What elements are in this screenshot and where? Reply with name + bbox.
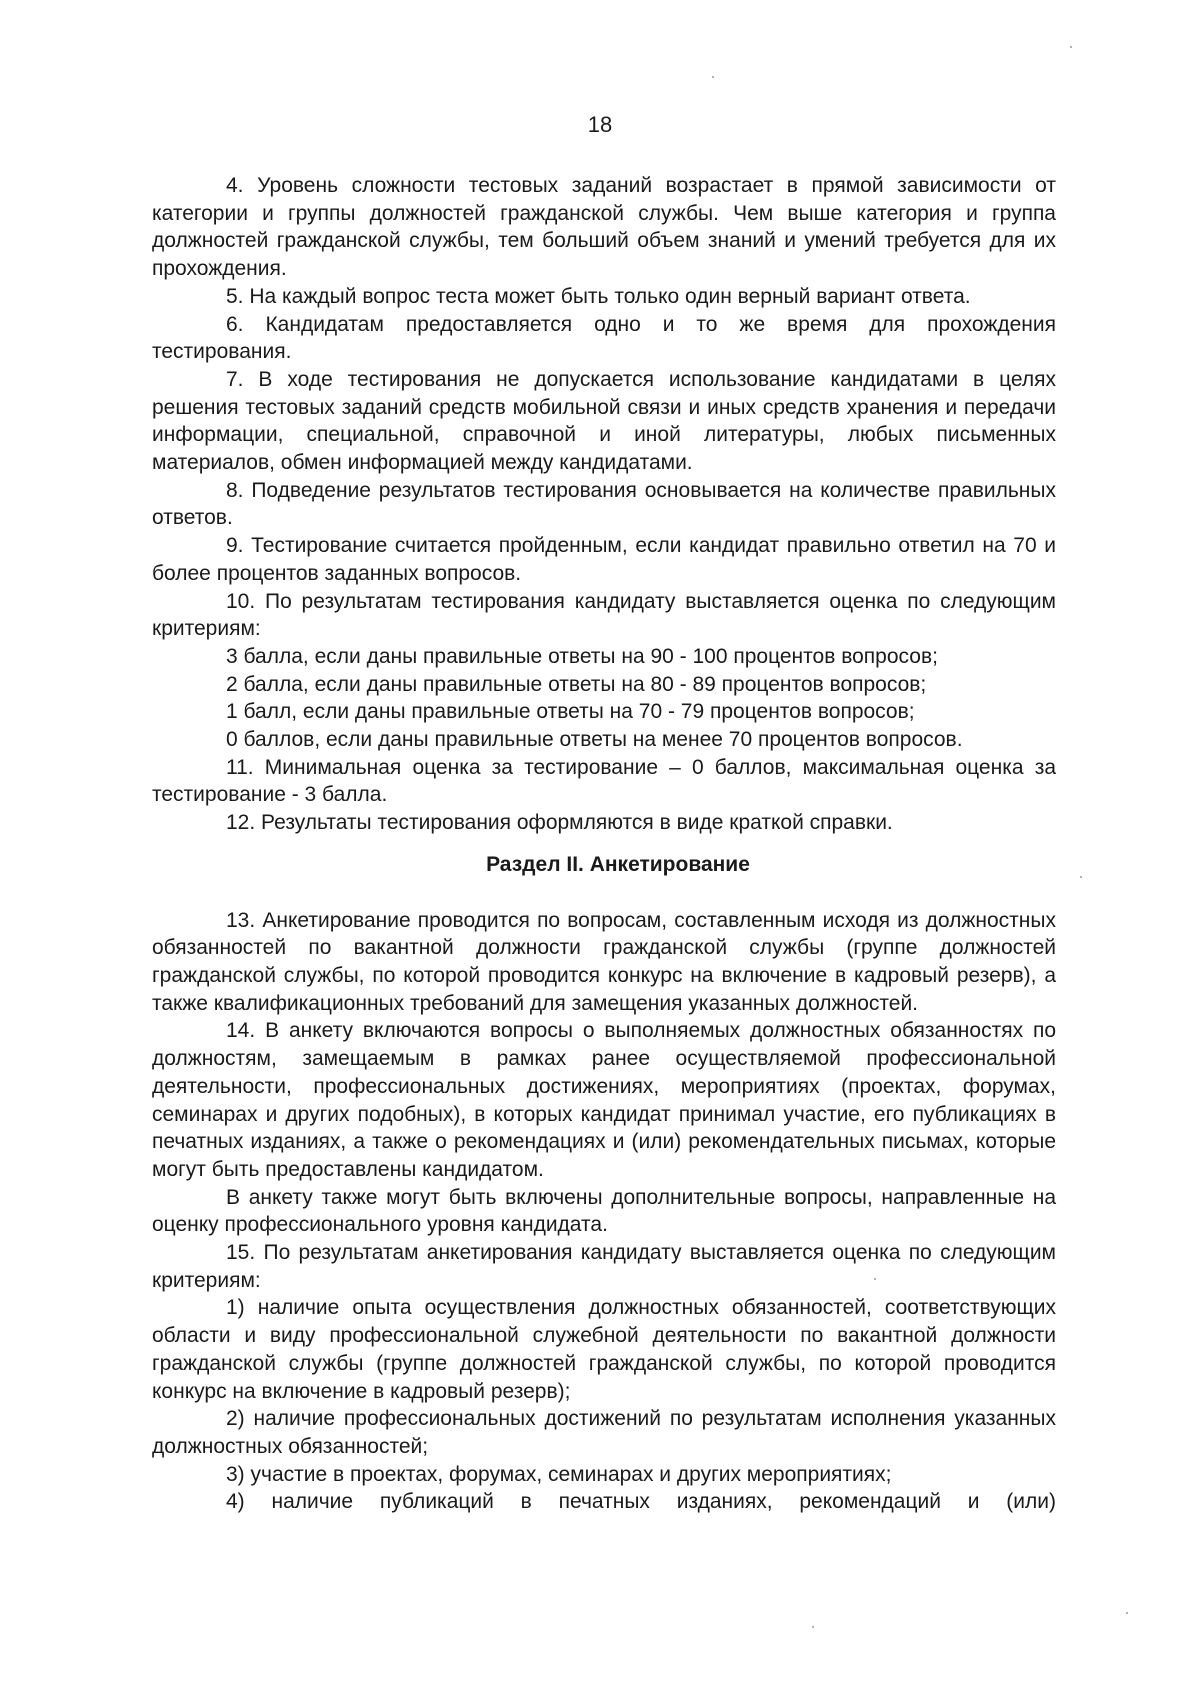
- paragraph: 8. Подведение результатов тестирования основывается на количестве правильных ответов.: [152, 478, 1056, 530]
- paragraph: 12. Результаты тестирования оформляются в виде краткой справки.: [226, 811, 893, 835]
- paragraph: 11. Минимальная оценка за тестирование – 0 баллов, максимальная оценка за тестирование - 3 балла.: [152, 755, 1056, 807]
- paragraph: 9. Тестирование считается пройденным, если кандидат правильно ответил на 70 и более процентов заданных вопросов.: [152, 534, 1056, 585]
- paragraph: 13. Анкетирование проводится по вопросам, составленным исходя из должностных обязанностей по вакантной должности гражданской службы (группе должностей гражданской службы, по которой проводится конкурс на включение в кадровый резерв), а также квалификационных требований для замещения указанных должностей.: [152, 908, 1056, 1015]
- scan-speck: [1070, 46, 1072, 48]
- criteria-item: 4) наличие публикаций в печатных изданиях, рекомендаций и (или): [226, 1490, 1056, 1514]
- criteria-item: 3 балла, если даны правильные ответы на 90 - 100 процентов вопросов;: [226, 644, 938, 668]
- scan-speck: [1080, 876, 1082, 878]
- scan-speck: [812, 1626, 814, 1628]
- paragraph: 10. По результатам тестирования кандидату выставляется оценка по следующим критериям:: [152, 589, 1056, 641]
- paragraph: 15. По результатам анкетирования кандидату выставляется оценка по следующим критериям:: [152, 1241, 1056, 1292]
- paragraph: 4. Уровень сложности тестовых заданий возрастает в прямой зависимости от категории и группы должностей гражданской службы. Чем выше категория и группа должностей гражданской службы, тем больший объем знаний и умений требуется для их прохождения.: [152, 174, 1056, 281]
- paragraph: 14. В анкету включаются вопросы о выполняемых должностных обязанностях по должностям, замещаемым в рамках ранее осуществляемой профессиональной деятельности, профессиональных достижениях, мероприятиях (проектах, форумах, семинарах и других подобных), в которых кандидат принимал участие, его публикациях в печатных изданиях, а также о рекомендациях и (или) рекомендательных письмах, которые могут быть предоставлены кандидатом.: [152, 1019, 1056, 1181]
- scan-speck: [874, 1278, 876, 1280]
- criteria-item: 2 балла, если даны правильные ответы на 80 - 89 процентов вопросов;: [226, 672, 927, 696]
- criteria-item: 1) наличие опыта осуществления должностных обязанностей, соответствующих области и виду профессиональной служебной деятельности по вакантной должности гражданской службы (группе должностей гражданской службы, по которой проводится конкурс на включение в кадровый резерв);: [152, 1296, 1056, 1403]
- paragraph: 6. Кандидатам предоставляется одно и то же время для прохождения тестирования.: [152, 312, 1056, 364]
- scan-speck: [1126, 1612, 1128, 1614]
- page-number: 18: [587, 112, 613, 137]
- paragraph: В анкету также могут быть включены дополнительные вопросы, направленные на оценку профессионального уровня кандидата.: [152, 1185, 1056, 1237]
- scan-speck: [712, 76, 714, 78]
- document-body: [152, 172, 1056, 1516]
- criteria-item: 3) участие в проектах, форумах, семинарах и других мероприятиях;: [226, 1462, 892, 1486]
- paragraph: 5. На каждый вопрос теста может быть только один верный вариант ответа.: [226, 284, 971, 308]
- section-heading: Раздел II. Анкетирование: [486, 852, 750, 876]
- criteria-item: 1 балл, если даны правильные ответы на 70 - 79 процентов вопросов;: [226, 700, 915, 724]
- criteria-item: 0 баллов, если даны правильные ответы на менее 70 процентов вопросов.: [226, 728, 963, 752]
- paragraph: 7. В ходе тестирования не допускается использование кандидатами в целях решения тестовых заданий средств мобильной связи и иных средств хранения и передачи информации, специальной, справочной и иной литературы, любых письменных материалов, обмен информацией между кандидатами.: [152, 367, 1056, 475]
- criteria-item: 2) наличие профессиональных достижений по результатам исполнения указанных должностных обязанностей;: [152, 1407, 1056, 1458]
